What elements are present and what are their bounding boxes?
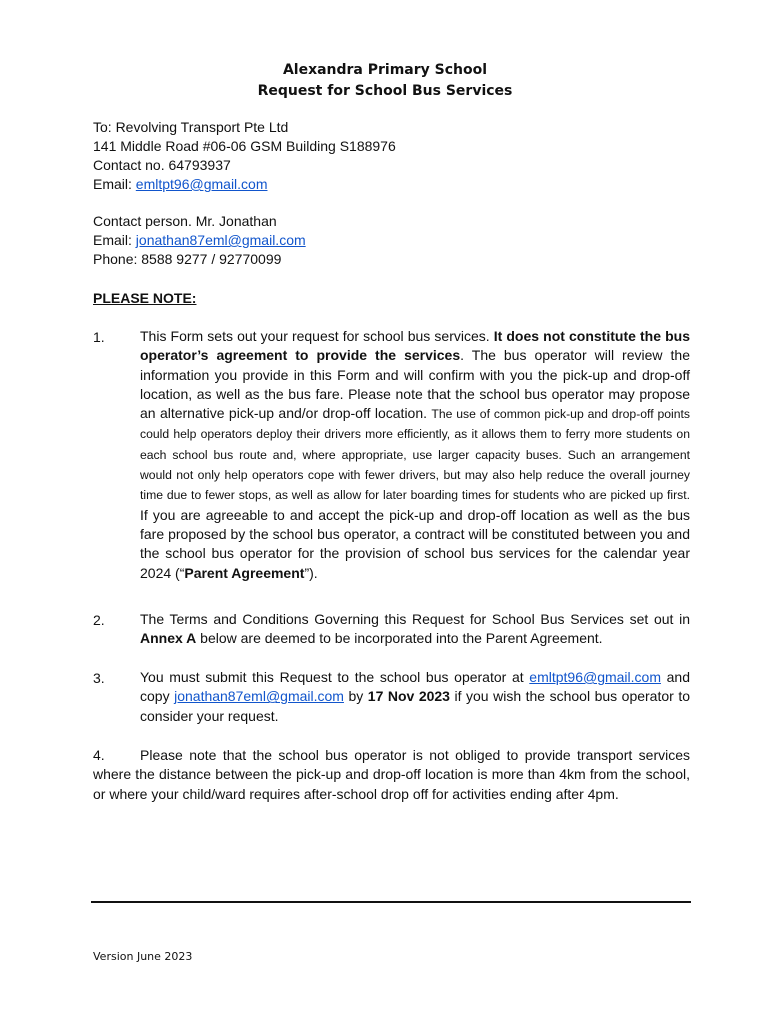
version-footer: Version June 2023 <box>93 950 193 963</box>
note-1-bold-a: It does not constitute the bus operator’s agreement to provide the services <box>140 328 690 364</box>
contact-email-line <box>93 231 306 250</box>
footer-divider <box>91 901 691 903</box>
contact-person-block <box>93 212 306 269</box>
recipient-to: To: Revolving Transport Pte Ltd <box>93 119 289 135</box>
note-4-text <box>93 746 690 804</box>
note-2-number: 2. <box>93 612 105 628</box>
recipient-email-line <box>93 175 396 194</box>
please-note-heading: PLEASE NOTE: <box>93 290 197 306</box>
note-3-deadline: 17 Nov 2023 <box>367 688 450 705</box>
note-1-part-d: ”). <box>304 564 318 581</box>
note-1-small-text: The use of common pick-up and drop-off points could help operators deploy their drivers more efficiently, as it allows them to ferry more students on each school bus route and, where appropriate, use larger capacity buses. Such an arrangement would not only help operators cope with fewer drivers, but may also help reduce the overall journey time due to fewer stops, as well as allow for later boarding times for students who are picked up first. <box>140 407 690 503</box>
note-4-body: Please note that the school bus operator is not obliged to provide transport services where the distance between the pick-up and drop-off location is more than 4km from the school, or where your child/ward requires after-school drop off for activities ending after 4pm. <box>93 747 690 802</box>
note-1-part-b: . The bus operator will review the information you provide in this Form and will confirm with you the pick-up and drop-off location, as well as the bus fare. Please note that the school bus operator may propose an alternative pick-up and/or drop-off location. <box>140 347 690 422</box>
note-2-part-a: The Terms and Conditions Governing this Request for School Bus Services set out in <box>140 611 690 627</box>
note-3-part-c: by <box>343 688 368 705</box>
note-4-number: 4. <box>93 747 105 763</box>
note-2-text <box>140 610 690 649</box>
email-label: Email: <box>93 176 136 192</box>
note-1-number: 1. <box>93 329 105 345</box>
page-title: Request for School Bus Services <box>257 83 513 99</box>
contact-person-name: Contact person. Mr. Jonathan <box>93 213 277 229</box>
contact-email-link[interactable]: jonathan87eml@gmail.com <box>135 232 306 248</box>
recipient-block <box>93 118 396 194</box>
note-3-part-d: if you wish the school bus operator to consider your request. <box>140 688 690 724</box>
recipient-email-link[interactable]: emltpt96@gmail.com <box>135 176 268 192</box>
note-1-text <box>140 327 690 583</box>
note-1-part-a: This Form sets out your request for school bus services. <box>140 328 494 344</box>
note-3-text <box>140 668 690 726</box>
note-3-operator-email-link[interactable]: emltpt96@gmail.com <box>529 669 661 685</box>
note-3-number: 3. <box>93 670 105 686</box>
note-2-bold: Annex A <box>140 630 197 647</box>
note-1-part-c: If you are agreeable to and accept the pick-up and drop-off location as well as the bus fare proposed by the school bus operator, a contract will be constituted between you and the school bus operator for the provision of school bus services for the calendar year 2024 (“ <box>140 506 690 581</box>
note-1-bold-b: Parent Agreement <box>184 564 305 581</box>
note-3-part-a: You must submit this Request to the school bus operator at <box>140 669 530 685</box>
note-3-copy-email-link[interactable]: jonathan87eml@gmail.com <box>174 688 344 705</box>
recipient-contact: Contact no. 64793937 <box>93 157 231 173</box>
note-3-part-b: and copy <box>140 669 690 705</box>
email-label: Email: <box>93 232 136 248</box>
note-2-part-b: below are deemed to be incorporated into the Parent Agreement. <box>196 630 603 647</box>
contact-phone: Phone: 8588 9277 / 92770099 <box>93 251 282 267</box>
recipient-address: 141 Middle Road #06-06 GSM Building S188976 <box>93 138 396 154</box>
school-name: Alexandra Primary School <box>282 62 488 78</box>
